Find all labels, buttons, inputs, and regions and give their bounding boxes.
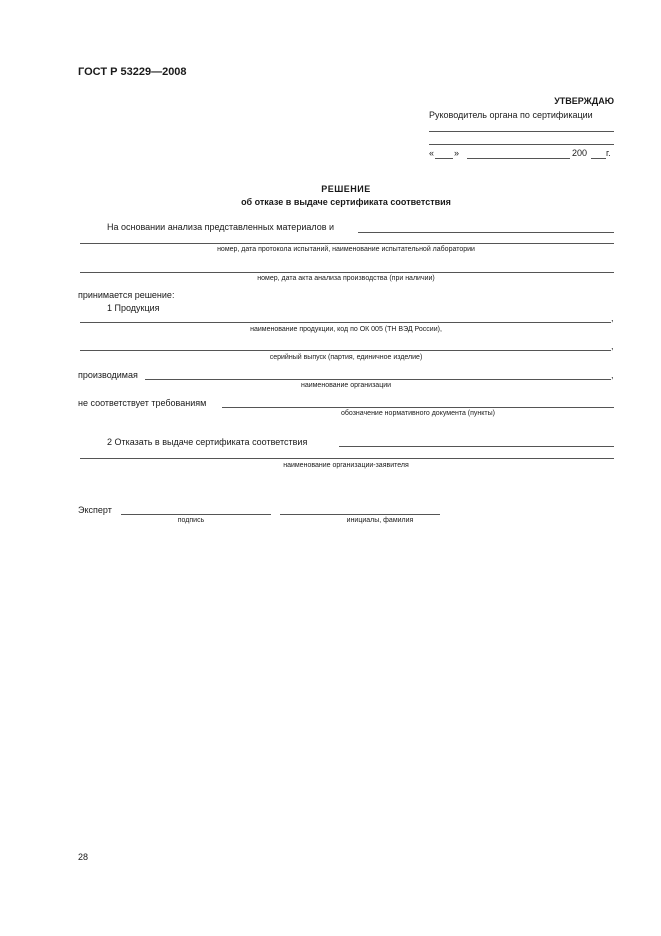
signature-field[interactable] — [121, 514, 271, 515]
caption-product: наименование продукции, код по ОК 005 (ТН ВЭД России), — [250, 326, 442, 333]
caption-org: наименование организации — [300, 382, 392, 389]
standard-code: ГОСТ Р 53229—2008 — [78, 66, 187, 78]
date-day-field[interactable] — [435, 158, 453, 159]
date-open-quote: « — [429, 148, 435, 158]
caption-act: номер, дата акта анализа производства (при наличии) — [257, 275, 435, 282]
produced-by-label: производимая — [78, 370, 138, 380]
date-close-quote: » — [454, 148, 460, 158]
non-compliant-label: не соответствует требованиям — [78, 398, 207, 408]
decision-intro: принимается решение: — [78, 290, 175, 300]
organization-field[interactable] — [145, 379, 611, 380]
product-field[interactable] — [80, 322, 611, 323]
caption-name: инициалы, фамилия — [346, 517, 414, 524]
basis-text: На основании анализа представленных материалов и — [107, 222, 335, 232]
caption-signature: подпись — [177, 517, 205, 524]
doc-title: РЕШЕНИЕ — [321, 184, 371, 194]
protocol-field[interactable] — [80, 243, 614, 244]
page-number: 28 — [78, 852, 89, 862]
item-1-label: 1 Продукция — [107, 303, 160, 313]
act-field[interactable] — [80, 272, 614, 273]
expert-label: Эксперт — [78, 505, 112, 515]
caption-applicant: наименование организации-заявителя — [283, 462, 409, 469]
caption-normdoc: обозначение нормативного документа (пункты) — [341, 410, 495, 417]
approval-role: Руководитель органа по сертификации — [429, 110, 593, 120]
caption-protocol: номер, дата протокола испытаний, наименование испытательной лаборатории — [217, 246, 475, 253]
date-year-prefix: 200 — [572, 148, 588, 158]
basis-materials-field[interactable] — [358, 232, 614, 233]
approval-line-2[interactable] — [429, 144, 614, 145]
name-field[interactable] — [280, 514, 440, 515]
serial-comma: , — [611, 341, 614, 351]
date-year-suffix: г. — [606, 148, 611, 158]
applicant-field[interactable] — [80, 458, 614, 459]
org-comma: , — [611, 370, 614, 380]
doc-subtitle: об отказе в выдаче сертификата соответствия — [241, 197, 451, 207]
approval-line-1[interactable] — [429, 131, 614, 132]
date-month-field[interactable] — [467, 158, 570, 159]
normdoc-field[interactable] — [222, 407, 614, 408]
refusal-field[interactable] — [339, 446, 614, 447]
date-year-field[interactable] — [591, 158, 606, 159]
serial-field[interactable] — [80, 350, 611, 351]
caption-serial: серийный выпуск (партия, единичное изделие) — [269, 354, 423, 361]
product-comma: , — [611, 313, 614, 323]
item-2-label: 2 Отказать в выдаче сертификата соответствия — [107, 437, 308, 447]
approval-title: УТВЕРЖДАЮ — [554, 96, 614, 106]
